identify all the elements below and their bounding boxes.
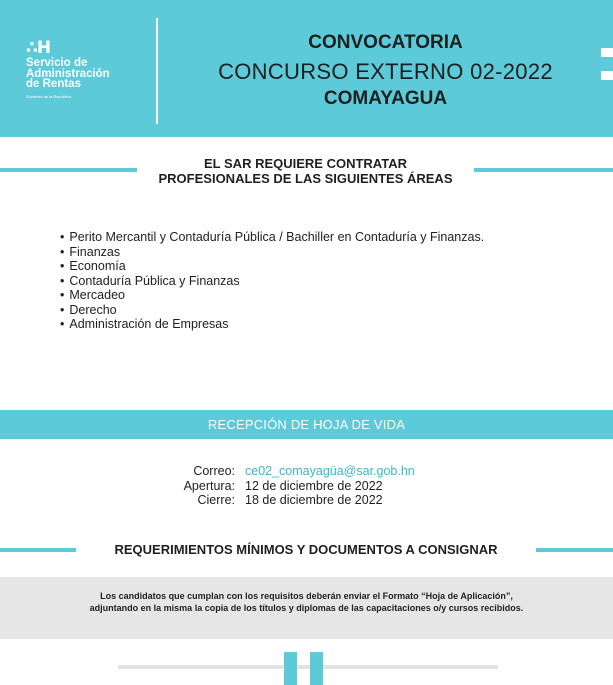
- list-item: • Administración de Empresas: [60, 317, 484, 332]
- list-item: • Mercadeo: [60, 288, 484, 303]
- header-banner: [0, 0, 613, 137]
- open-date: 12 de diciembre de 2022: [245, 478, 383, 493]
- email-label: Correo:: [193, 464, 235, 478]
- list-item: • Contaduría Pública y Finanzas: [60, 274, 484, 289]
- open-row: [0, 479, 613, 494]
- bottom-divider: [118, 665, 498, 669]
- email-link[interactable]: ce02_comayagüa@sar.gob.hn: [245, 464, 415, 478]
- areas-list: [60, 230, 484, 332]
- list-item: • Economía: [60, 259, 484, 274]
- list-item: • Perito Mercantil y Contaduría Pública / Bachiller en Contaduría y Finanzas.: [60, 230, 484, 245]
- bottom-bar-right: [310, 652, 323, 685]
- close-label: Cierre:: [197, 493, 235, 507]
- requirements-divider-right: [536, 548, 613, 552]
- close-row: [0, 493, 613, 508]
- section-heading-areas: EL SAR REQUIERE CONTRATAR PROFESIONALES DE LAS SIGUIENTES ÁREAS: [158, 156, 453, 186]
- reception-info: [0, 464, 613, 508]
- section-divider-left: [0, 168, 137, 172]
- sar-logo-gov: Gobierno de la República: [26, 93, 72, 99]
- requirements-divider-left: [0, 548, 76, 552]
- section-divider-right: [474, 168, 613, 172]
- sar-logo-mark: ∴H: [26, 38, 51, 58]
- requirements-text: Los candidatos que cumplan con los requisitos deberán enviar el Formato “Hoja de Aplicación”, adjuntando en la misma la copia de los títulos y diplomas de las capacitaciones o/y cursos recibidos.: [89, 591, 524, 613]
- email-row: [0, 464, 613, 479]
- requirements-panel: [0, 577, 613, 639]
- list-item: • Derecho: [60, 303, 484, 318]
- header-title-convocatoria: CONVOCATORIA: [308, 32, 463, 53]
- header-title-concurso: CONCURSO EXTERNO 02-2022: [218, 59, 553, 84]
- reception-band: [0, 410, 613, 439]
- sar-logo-name: Servicio de Administración de Rentas: [26, 57, 110, 90]
- bottom-bar-left: [284, 652, 297, 685]
- reception-heading: RECEPCIÓN DE HOJA DE VIDA: [207, 417, 406, 432]
- sar-logo: [26, 40, 146, 99]
- header-title-city: COMAYAGUA: [323, 88, 448, 109]
- requirements-heading: REQUERIMIENTOS MÍNIMOS Y DOCUMENTOS A CONSIGNAR: [114, 542, 498, 557]
- edge-decoration: [601, 48, 613, 94]
- open-label: Apertura:: [183, 478, 235, 493]
- close-date: 18 de diciembre de 2022: [245, 493, 383, 507]
- list-item: • Finanzas: [60, 245, 484, 260]
